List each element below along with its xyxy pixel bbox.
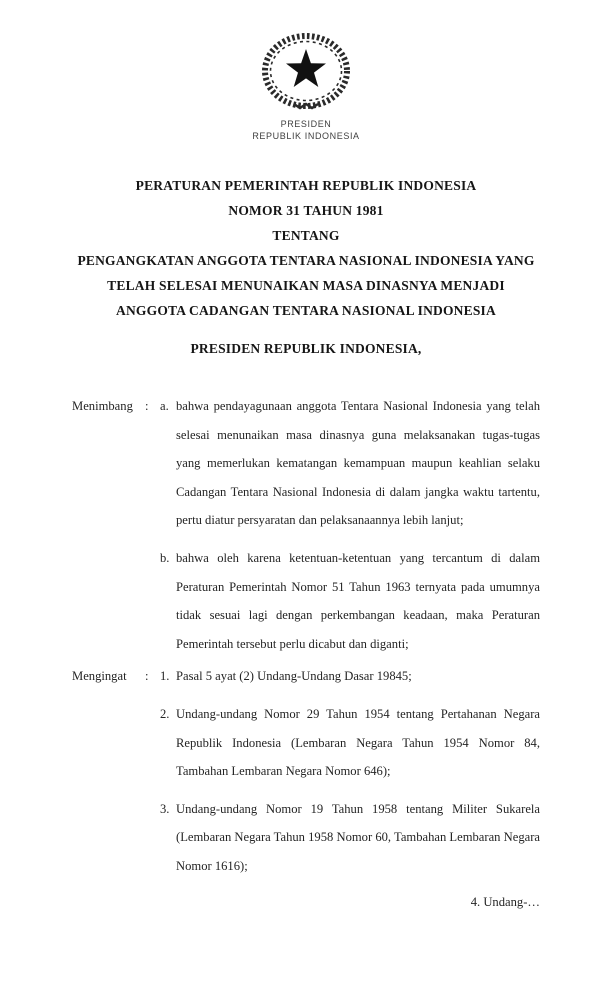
presidential-seal-icon bbox=[260, 33, 352, 113]
item-text: bahwa oleh karena ketentuan-ketentuan yang tercantum di dalam Peraturan Pemerintah Nomor 51 Tahun 1963 ternyata pada umumnya tidak sesuai lagi dengan perkembangan keadaan, maka Peraturan Pemerintah tersebut perlu dicabut dan diganti; bbox=[176, 550, 540, 651]
letterhead bbox=[0, 0, 612, 142]
section-colon: : bbox=[145, 669, 149, 684]
document-body bbox=[72, 392, 540, 881]
item-marker: a. bbox=[160, 399, 169, 413]
letterhead-org-line2: REPUBLIK INDONESIA bbox=[252, 131, 360, 141]
item-text: Undang-undang Nomor 29 Tahun 1954 tentang Pertahanan Negara Republik Indonesia (Lembaran Negara Tahun 1954 Nomor 84, Tambahan Lembaran Negara Nomor 646); bbox=[176, 706, 540, 779]
section-items bbox=[160, 392, 540, 658]
salutation: PRESIDEN REPUBLIK INDONESIA, bbox=[190, 341, 422, 356]
title-line-subject-3: ANGGOTA CADANGAN TENTARA NASIONAL INDONESIA bbox=[116, 303, 496, 318]
title-line-subject-2: TELAH SELESAI MENUNAIKAN MASA DINASNYA MENJADI bbox=[107, 278, 505, 293]
clause-item-b bbox=[160, 544, 540, 658]
item-text: bahwa pendayagunaan anggota Tentara Nasional Indonesia yang telah selesai menunaikan masa dinasnya guna melaksanakan tugas-tugas yang memerlukan kematangan kemampuan maupun keahlian selaku Cadangan Tentara Nasional Indonesia di dalam jangka waktu tartentu, pertu diatur persyaratan dan pelaksanaannya lebih lanjut; bbox=[176, 399, 540, 528]
item-text: Pasal 5 ayat (2) Undang-Undang Dasar 19845; bbox=[176, 669, 412, 684]
clause-item-3 bbox=[160, 795, 540, 881]
section-menimbang bbox=[72, 392, 540, 658]
letterhead-org-line1: PRESIDEN bbox=[280, 119, 332, 129]
title-line-subject-1: PENGANGKATAN ANGGOTA TENTARA NASIONAL INDONESIA YANG bbox=[77, 253, 535, 268]
section-label: Menimbang bbox=[72, 399, 133, 413]
clause-item-a bbox=[160, 392, 540, 535]
regulation-title bbox=[0, 173, 612, 323]
item-text: Undang-undang Nomor 19 Tahun 1958 tentang Militer Sukarela (Lembaran Negara Tahun 1958 Nomor 60, Tambahan Lembaran Negara Nomor 1616); bbox=[176, 801, 540, 873]
page-catchword: 4. Undang-… bbox=[470, 895, 540, 909]
section-colon: : bbox=[145, 399, 149, 413]
item-marker: b. bbox=[160, 550, 170, 565]
clause-item-1 bbox=[160, 662, 540, 691]
item-marker: 1. bbox=[160, 669, 170, 684]
section-label: Mengingat bbox=[72, 669, 127, 684]
title-line-number: NOMOR 31 TAHUN 1981 bbox=[228, 203, 384, 218]
section-items bbox=[160, 662, 540, 880]
section-mengingat bbox=[72, 662, 540, 880]
item-marker: 2. bbox=[160, 706, 170, 721]
clause-item-2 bbox=[160, 700, 540, 786]
item-marker: 3. bbox=[160, 801, 170, 816]
title-line-regulation: PERATURAN PEMERINTAH REPUBLIK INDONESIA bbox=[135, 178, 477, 193]
title-line-tentang: TENTANG bbox=[272, 228, 340, 243]
